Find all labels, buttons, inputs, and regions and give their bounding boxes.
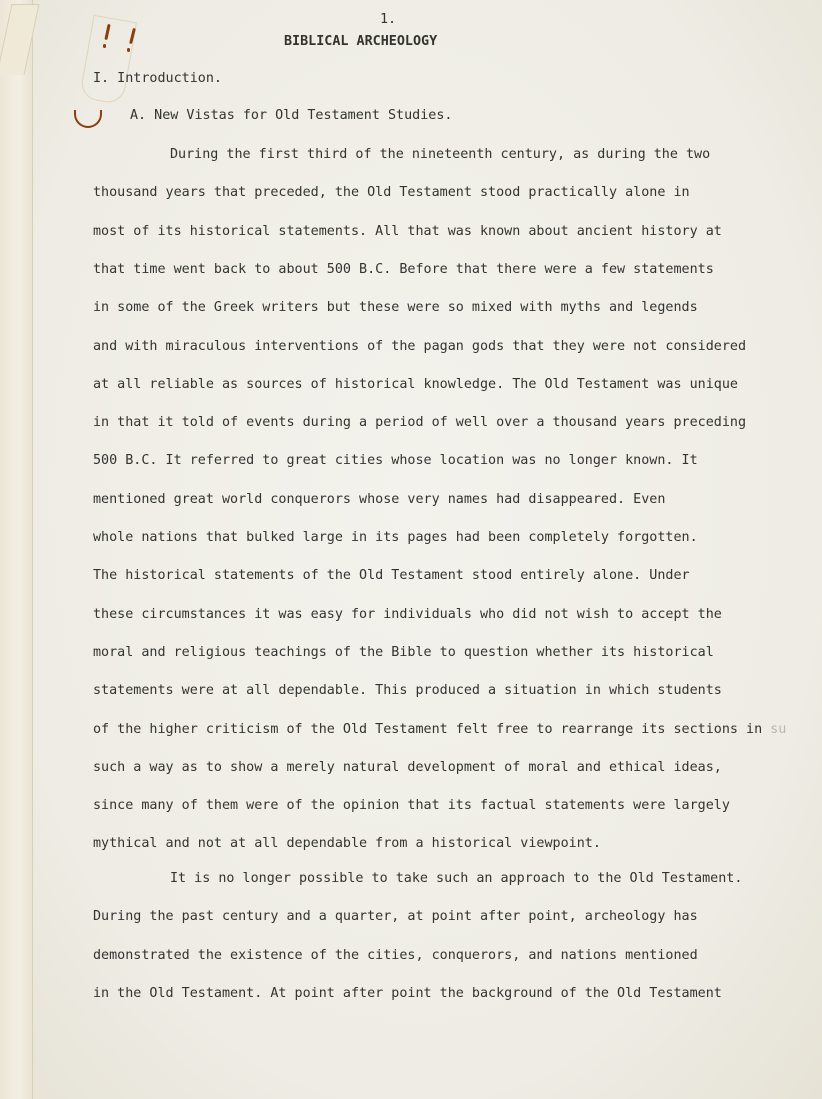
handwritten-dot: [127, 48, 130, 52]
handwritten-dot: [103, 44, 106, 48]
text-line: [93, 836, 601, 852]
text-line-content: at all reliable as sources of historical knowledge. The Old Testament was unique: [93, 377, 738, 392]
text-line-content: mythical and not at all dependable from a historical viewpoint.: [93, 836, 601, 851]
text-line-content: most of its historical statements. All that was known about ancient history at: [93, 224, 722, 239]
text-line-content: mentioned great world conquerors whose very names had disappeared. Even: [93, 492, 666, 507]
text-line-content: moral and religious teachings of the Bible to question whether its historical: [93, 645, 714, 660]
section-heading: I. Introduction.: [93, 71, 222, 86]
text-line-content: During the first third of the nineteenth century, as during the two: [170, 147, 711, 162]
text-line-content: in some of the Greek writers but these were so mixed with myths and legends: [93, 300, 698, 315]
text-line: [93, 262, 714, 278]
subsection-heading: A. New Vistas for Old Testament Studies.: [130, 108, 453, 123]
document-title: BIBLICAL ARCHEOLOGY: [284, 34, 438, 49]
text-line: [93, 645, 714, 661]
text-line: [93, 530, 698, 546]
text-line: [93, 760, 722, 776]
text-line: [170, 871, 742, 887]
text-line: [93, 798, 730, 814]
text-line: [93, 300, 698, 316]
text-line-content: since many of them were of the opinion that its factual statements were largely: [93, 798, 730, 813]
text-line: [93, 224, 722, 240]
tape-strip: [0, 0, 33, 1099]
text-line: [93, 948, 698, 964]
page-number: 1.: [380, 12, 397, 27]
text-line-content: thousand years that preceded, the Old Testament stood practically alone in: [93, 185, 690, 200]
text-line-content: in that it told of events during a period of well over a thousand years preceding: [93, 415, 747, 430]
text-line: [93, 683, 722, 699]
text-line: [93, 492, 665, 508]
text-line: [93, 722, 786, 738]
text-line-content: It is no longer possible to take such an approach to the Old Testament.: [170, 871, 743, 886]
text-line-content: statements were at all dependable. This produced a situation in which students: [93, 683, 722, 698]
text-line-content: demonstrated the existence of the cities, conquerors, and nations mentioned: [93, 948, 698, 963]
text-line-content: that time went back to about 500 B.C. Before that there were a few statements: [93, 262, 714, 277]
text-line-content: and with miraculous interventions of the pagan gods that they were not considered: [93, 339, 747, 354]
struck-fragment: su: [770, 722, 787, 737]
text-line-content: The historical statements of the Old Testament stood entirely alone. Under: [93, 568, 690, 583]
text-line-content: these circumstances it was easy for individuals who did not wish to accept the: [93, 607, 722, 622]
text-line-content: whole nations that bulked large in its pages had been completely forgotten.: [93, 530, 698, 545]
text-line: [93, 185, 690, 201]
text-line: [93, 453, 698, 469]
text-line: [93, 568, 690, 584]
text-line: [93, 909, 698, 925]
text-line: [170, 147, 710, 163]
text-line-content: During the past century and a quarter, at point after point, archeology has: [93, 909, 698, 924]
text-line: [93, 377, 738, 393]
text-line-content: 500 B.C. It referred to great cities whose location was no longer known. It: [93, 453, 698, 468]
text-line: [93, 415, 746, 431]
text-line: [93, 339, 746, 355]
text-line-content: in the Old Testament. At point after point the background of the Old Testament: [93, 986, 722, 1001]
text-line: [93, 607, 722, 623]
text-line-content: such a way as to show a merely natural development of moral and ethical ideas,: [93, 760, 722, 775]
text-line: [93, 986, 722, 1002]
text-line-content: of the higher criticism of the Old Testament felt free to rearrange its sections in: [93, 722, 763, 737]
